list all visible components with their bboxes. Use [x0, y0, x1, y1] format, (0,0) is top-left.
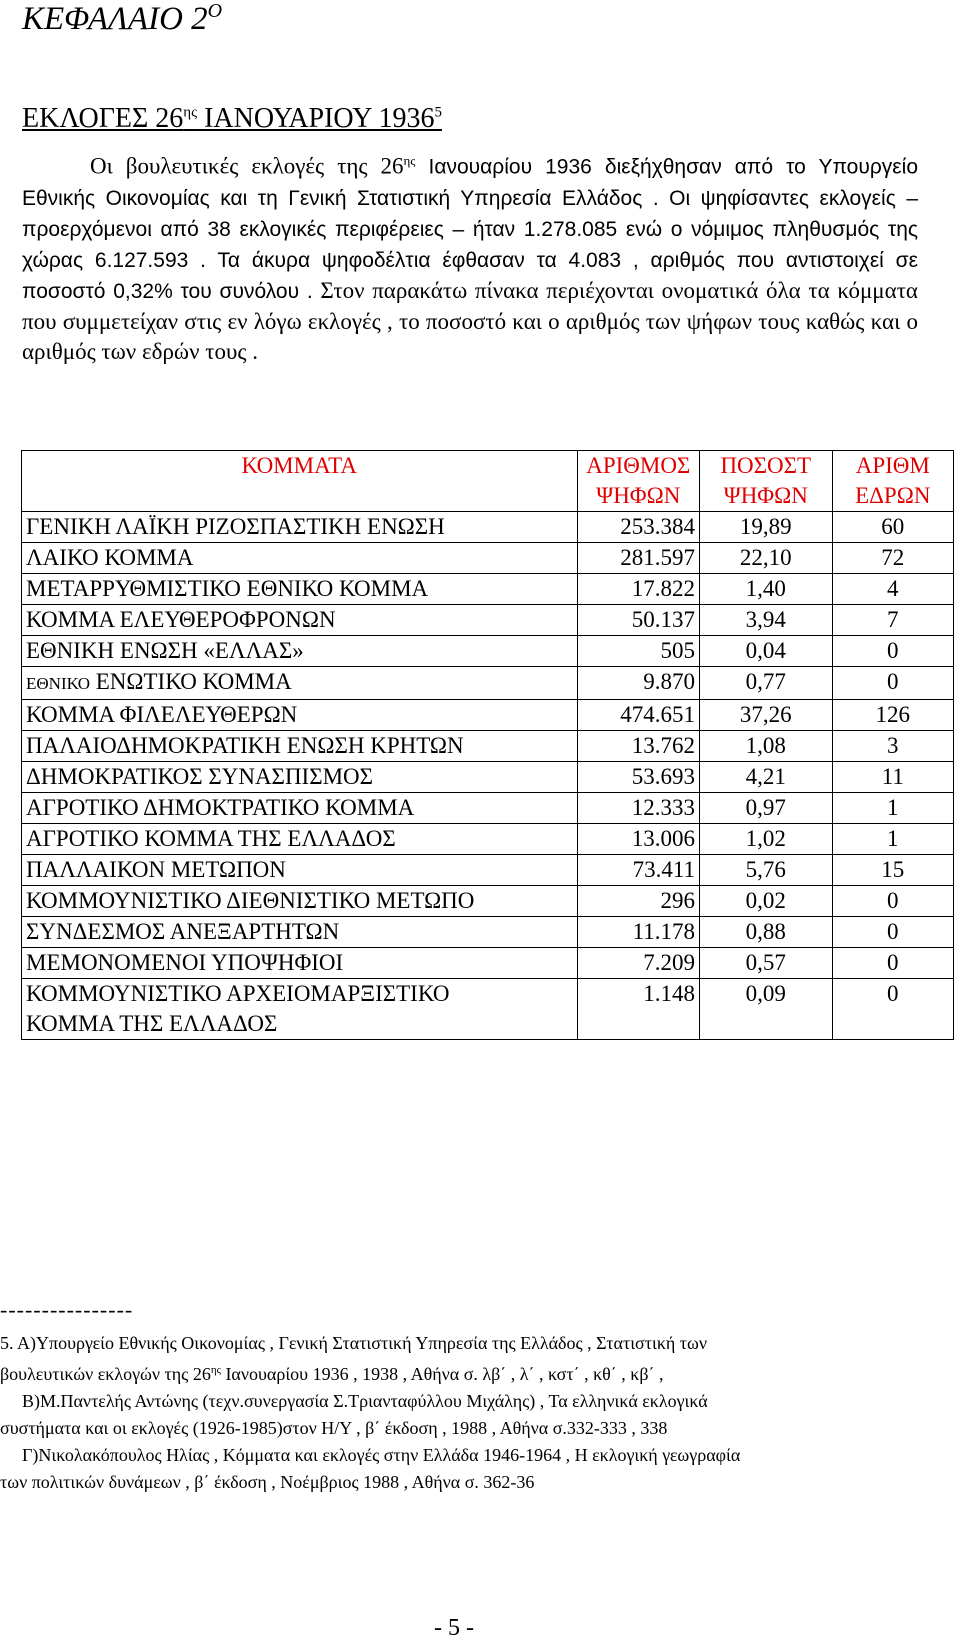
- party-seats: 15: [832, 855, 953, 886]
- party-votes: 11.178: [577, 917, 699, 948]
- intro-part3: Στον παρακάτω πίνακα περιέχονται ονοματικά όλα τα κόμματα που συμμετείχαν στις εν λόγω εκλογές , το ποσοστό και ο αριθμός των ψήφων τους καθώς και ο αριθμός των εδρών τους .: [22, 277, 918, 364]
- party-seats: 4: [832, 574, 953, 605]
- party-seats: 11: [832, 762, 953, 793]
- section-title-rest: ΙΑΝΟΥΑΡΙΟΥ 1936: [197, 103, 435, 134]
- intro-part1-sup: ης: [403, 153, 416, 168]
- table-row: [22, 700, 954, 731]
- table-row: [22, 667, 954, 700]
- party-percentage: 0,57: [699, 948, 832, 979]
- party-name: ΜΕΜΟΝΟΜΕΝΟΙ ΥΠΟΨΗΦΙΟΙ: [22, 948, 578, 979]
- party-name: ΣΥΝΔΕΣΜΟΣ ΑΝΕΞΑΡΤΗΤΩΝ: [22, 917, 578, 948]
- party-percentage: 0,02: [699, 886, 832, 917]
- party-percentage: 1,08: [699, 731, 832, 762]
- intro-part1: Οι βουλευτικές εκλογές της 26: [90, 153, 404, 179]
- footnote-line: Β)Μ.Παντελής Αντώνης (τεχν.συνεργασία Σ.Τριανταφύλλου Μιχάλης) , Τα ελληνικά εκλογικά: [22, 1391, 708, 1411]
- chapter-title: [22, 0, 222, 38]
- table-row: [22, 824, 954, 855]
- section-title-text: ΕΚΛΟΓΕΣ 26: [22, 103, 184, 134]
- table-row: [22, 979, 954, 1040]
- table-row: [22, 762, 954, 793]
- table-row: [22, 731, 954, 762]
- party-votes: 12.333: [577, 793, 699, 824]
- table-row: [22, 886, 954, 917]
- party-percentage: 22,10: [699, 543, 832, 574]
- party-seats: 1: [832, 793, 953, 824]
- party-votes: 13.006: [577, 824, 699, 855]
- party-votes: 505: [577, 636, 699, 667]
- party-name: ΠΑΛΑΙΟΔΗΜΟΚΡΑΤΙΚΗ ΕΝΩΣΗ ΚΡΗΤΩΝ: [22, 731, 578, 762]
- party-votes: 296: [577, 886, 699, 917]
- party-name: ΚΟΜΜΟΥΝΙΣΤΙΚΟ ΑΡΧΕΙΟΜΑΡΞΙΣΤΙΚΟ ΚΟΜΜΑ ΤΗΣ ΕΛΛΑΔΟΣ: [22, 979, 578, 1040]
- party-percentage: 4,21: [699, 762, 832, 793]
- party-percentage: 3,94: [699, 605, 832, 636]
- party-votes: 13.762: [577, 731, 699, 762]
- party-percentage: 5,76: [699, 855, 832, 886]
- party-name: ΓΕΝΙΚΗ ΛΑΪΚΗ ΡΙΖΟΣΠΑΣΤΙΚΗ ΕΝΩΣΗ: [22, 512, 578, 543]
- party-seats: 0: [832, 886, 953, 917]
- header-parties: ΚΟΜΜΑΤΑ: [22, 451, 578, 512]
- party-percentage: 1,02: [699, 824, 832, 855]
- party-percentage: 0,09: [699, 979, 832, 1040]
- party-votes: 50.137: [577, 605, 699, 636]
- party-votes: 281.597: [577, 543, 699, 574]
- party-percentage: 0,77: [699, 667, 832, 700]
- party-votes: 253.384: [577, 512, 699, 543]
- header-seats: ΑΡΙΘΜ ΕΔΡΩΝ: [832, 451, 953, 512]
- party-seats: 3: [832, 731, 953, 762]
- footnote-line: συστήματα και οι εκλογές (1926-1985)στον Η/Υ , β΄ έκδοση , 1988 , Αθήνα σ.332-333 , 338: [0, 1418, 668, 1438]
- footnote-ref: 5: [434, 104, 442, 121]
- party-percentage: 37,26: [699, 700, 832, 731]
- party-seats: 7: [832, 605, 953, 636]
- party-seats: 0: [832, 917, 953, 948]
- party-votes: 17.822: [577, 574, 699, 605]
- party-name: ΑΓΡΟΤΙΚΟ ΔΗΜΟΚΤΡΑΤΙΚΟ ΚΟΜΜΑ: [22, 793, 578, 824]
- table-row: [22, 948, 954, 979]
- party-percentage: 0,88: [699, 917, 832, 948]
- party-name: ΠΑΛΛΑΙΚΟΝ ΜΕΤΩΠΟΝ: [22, 855, 578, 886]
- party-votes: 73.411: [577, 855, 699, 886]
- party-votes: 7.209: [577, 948, 699, 979]
- party-seats: 0: [832, 948, 953, 979]
- footnote-line: Γ)Νικολακόπουλος Ηλίας , Κόμματα και εκλογές στην Ελλάδα 1946-1964 , Η εκλογική γεωγραφία: [22, 1445, 741, 1465]
- party-percentage: 1,40: [699, 574, 832, 605]
- party-name: ΕΘΝΙΚΗ ΕΝΩΣΗ «ΕΛΛΑΣ»: [22, 636, 578, 667]
- party-seats: 0: [832, 979, 953, 1040]
- header-percentage: ΠΟΣΟΣΤ ΨΗΦΩΝ: [699, 451, 832, 512]
- party-name: ΔΗΜΟΚΡΑΤΙΚΟΣ ΣΥΝΑΣΠΙΣΜΟΣ: [22, 762, 578, 793]
- party-votes: 474.651: [577, 700, 699, 731]
- party-votes: 1.148: [577, 979, 699, 1040]
- party-name: ΚΟΜΜΑ ΕΛΕΥΘΕΡΟΦΡΟΝΩΝ: [22, 605, 578, 636]
- party-seats: 60: [832, 512, 953, 543]
- chapter-title-text: ΚΕΦΑΛΑΙΟ 2: [22, 1, 208, 37]
- party-seats: 126: [832, 700, 953, 731]
- table-row: [22, 793, 954, 824]
- party-name: ΕΘΝΙΚΟ ΕΝΩΤΙΚΟ ΚΟΜΜΑ: [22, 667, 578, 700]
- table-row: [22, 512, 954, 543]
- table-row: [22, 855, 954, 886]
- party-seats: 72: [832, 543, 953, 574]
- party-name: ΚΟΜΜΑ ΦΙΛΕΛΕΥΘΕΡΩΝ: [22, 700, 578, 731]
- page-number: - 5 -: [434, 1615, 474, 1641]
- table-row: [22, 605, 954, 636]
- footnote-separator: ----------------: [0, 1297, 134, 1322]
- party-votes: 9.870: [577, 667, 699, 700]
- party-name: ΚΟΜΜΟΥΝΙΣΤΙΚΟ ΔΙΕΘΝΙΣΤΙΚΟ ΜΕΤΩΠΟ: [22, 886, 578, 917]
- table-row: [22, 543, 954, 574]
- party-seats: 1: [832, 824, 953, 855]
- footnote-line: βουλευτικών εκλογών της $26^{\eta\varsigma}$ Ιανουαρίου 1936 , 1938 , Αθήνα σ. λβ΄ , λ΄ , κστ΄ , κθ΄ , κβ΄ ,: [0, 1364, 664, 1384]
- table-row: [22, 636, 954, 667]
- intro-part2: Ιανουαρίου 1936 διεξήχθησαν από το Υπουργείο Εθνικής Οικονομίας και τη Γενική Στατιστική Υπηρεσία Ελλάδος . Οι ψηφίσαντες εκλογείς – προερχόμενοι από 38 εκλογικές περιφέρειες – ήταν 1.278.085 ενώ ο νόμιμος πληθυσμός της χώρας 6.127.593 . Τα άκυρα ψηφοδέλτια έφθασαν τα 4.083 , αριθμός που αντιστοιχεί σε ποσοστό 0,32% του συνόλου .: [22, 155, 918, 303]
- party-votes: 53.693: [577, 762, 699, 793]
- intro-paragraph: [22, 146, 918, 367]
- election-results-table: [21, 450, 954, 1040]
- table-row: [22, 574, 954, 605]
- party-name: ΜΕΤΑΡΡΥΘΜΙΣΤΙΚΟ ΕΘΝΙΚΟ ΚΟΜΜΑ: [22, 574, 578, 605]
- party-percentage: 19,89: [699, 512, 832, 543]
- party-seats: 0: [832, 667, 953, 700]
- chapter-title-sup: Ο: [207, 0, 223, 22]
- table-header-row: [22, 451, 954, 512]
- section-title: [22, 103, 442, 135]
- table-row: [22, 917, 954, 948]
- party-percentage: 0,97: [699, 793, 832, 824]
- footnote-line: των πολιτικών δυνάμεων , β΄ έκδοση , Νοέμβριος 1988 , Αθήνα σ. 362-36: [0, 1472, 535, 1492]
- party-name: ΛΑΙΚΟ ΚΟΜΜΑ: [22, 543, 578, 574]
- party-seats: 0: [832, 636, 953, 667]
- footnote-line: 5. Α)Υπουργείο Εθνικής Οικονομίας , Γενική Στατιστική Υπηρεσία της Ελλάδος , Στατιστική των: [0, 1333, 708, 1353]
- header-votes: ΑΡΙΘΜΟΣ ΨΗΦΩΝ: [577, 451, 699, 512]
- section-title-sup: ης: [183, 104, 198, 121]
- footnote: [0, 1330, 920, 1496]
- party-percentage: 0,04: [699, 636, 832, 667]
- party-name: ΑΓΡΟΤΙΚΟ ΚΟΜΜΑ ΤΗΣ ΕΛΛΑΔΟΣ: [22, 824, 578, 855]
